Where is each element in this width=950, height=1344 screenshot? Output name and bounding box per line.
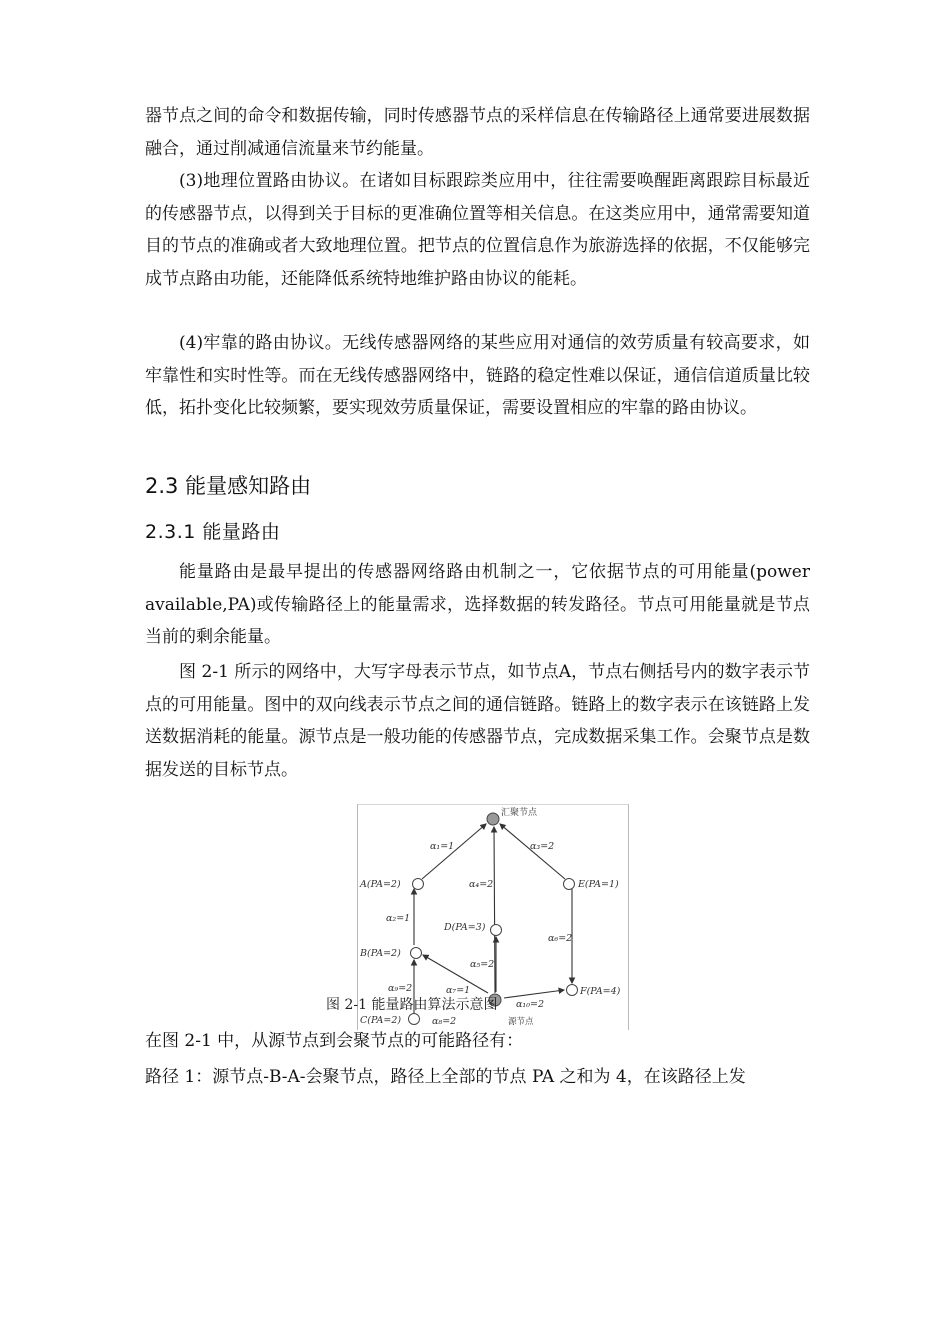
paragraph-figure-description: 图 2-1 所示的网络中，大写字母表示节点，如节点A，节点右侧括号内的数字表示节点的可用能量。图中的双向线表示节点之间的通信链路。链路上的数字表示在该链路上发送数据消耗的能量。源节点是一般功能的传感器节点，完成数据采集工作。会聚节点是数据发送的目标节点。 xyxy=(145,662,810,780)
node-c-label: C(PA=2) xyxy=(360,1015,402,1026)
sink-label: 汇聚节点 xyxy=(501,808,538,818)
node-d-label: D(PA=3) xyxy=(444,922,486,933)
paragraph-continuation: 器节点之间的命令和数据传输，同时传感器节点的采样信息在传输路径上通常要进展数据融合，通过削减通信流量来节约能量。 xyxy=(145,106,810,159)
section-heading: 2.3 能量感知路由 xyxy=(145,474,312,498)
node-a-label: A(PA=2) xyxy=(360,879,401,890)
link-label-3: α₃=2 xyxy=(530,841,555,852)
node-b xyxy=(411,948,422,959)
subsection-heading: 2.3.1 能量路由 xyxy=(145,521,281,543)
paths-intro: 在图 2-1 中，从源节点到会聚节点的可能路径有： xyxy=(145,1031,524,1051)
path-1-description: 路径 1：源节点-B-A-会聚节点，路径上全部的节点 PA 之和为 4，在该路径上发 xyxy=(145,1067,746,1087)
link-label-1: α₁=1 xyxy=(430,841,455,852)
node-f xyxy=(567,985,578,996)
node-a xyxy=(413,879,424,890)
link-label-2: α₂=1 xyxy=(386,913,411,924)
link-label-8: α₈=2 xyxy=(432,1016,457,1027)
link-label-7: α₇=1 xyxy=(446,985,471,996)
paragraph-reliable-routing: (4)牢靠的路由协议。无线传感器网络的某些应用对通信的效劳质量有较高要求，如牢靠性和实时性等。而在无线传感器网络中，链路的稳定性难以保证，通信信道质量比较低，拓扑变化比较频繁，要实现效劳质量保证，需要设置相应的牢靠的路由协议。 xyxy=(145,333,810,418)
node-d xyxy=(491,925,502,936)
link-label-9: α₉=2 xyxy=(388,983,413,994)
link-source-f xyxy=(504,990,564,998)
link-label-10: α₁₀=2 xyxy=(516,999,545,1010)
source-label: 源节点 xyxy=(508,1017,534,1027)
node-c xyxy=(409,1014,420,1025)
link-label-4: α₄=2 xyxy=(469,879,494,890)
node-e xyxy=(564,879,575,890)
sink-node xyxy=(487,813,499,825)
figure-caption: 图 2-1 能量路由算法示意图 xyxy=(326,997,498,1013)
link-label-5: α₅=2 xyxy=(470,959,495,970)
link-label-6: α₆=2 xyxy=(548,933,573,944)
node-b-label: B(PA=2) xyxy=(360,948,401,959)
paragraph-energy-routing: 能量路由是最早提出的传感器网络路由机制之一，它依据节点的可用能量(power available,PA)或传输路径上的能量需求，选择数据的转发路径。节点可用能量就是节点当前的剩余能量。 xyxy=(145,562,810,647)
paragraph-geographic-routing: (3)地理位置路由协议。在诸如目标跟踪类应用中，往往需要唤醒距离跟踪目标最近的传感器节点，以得到关于目标的更准确位置等相关信息。在这类应用中，通常需要知道目的节点的准确或者大致地理位置。把节点的位置信息作为旅游选择的依据，不仅能够完成节点路由功能，还能降低系统特地维护路由协议的能耗。 xyxy=(145,171,810,289)
node-f-label: F(PA=4) xyxy=(580,986,621,997)
node-e-label: E(PA=1) xyxy=(578,879,619,890)
